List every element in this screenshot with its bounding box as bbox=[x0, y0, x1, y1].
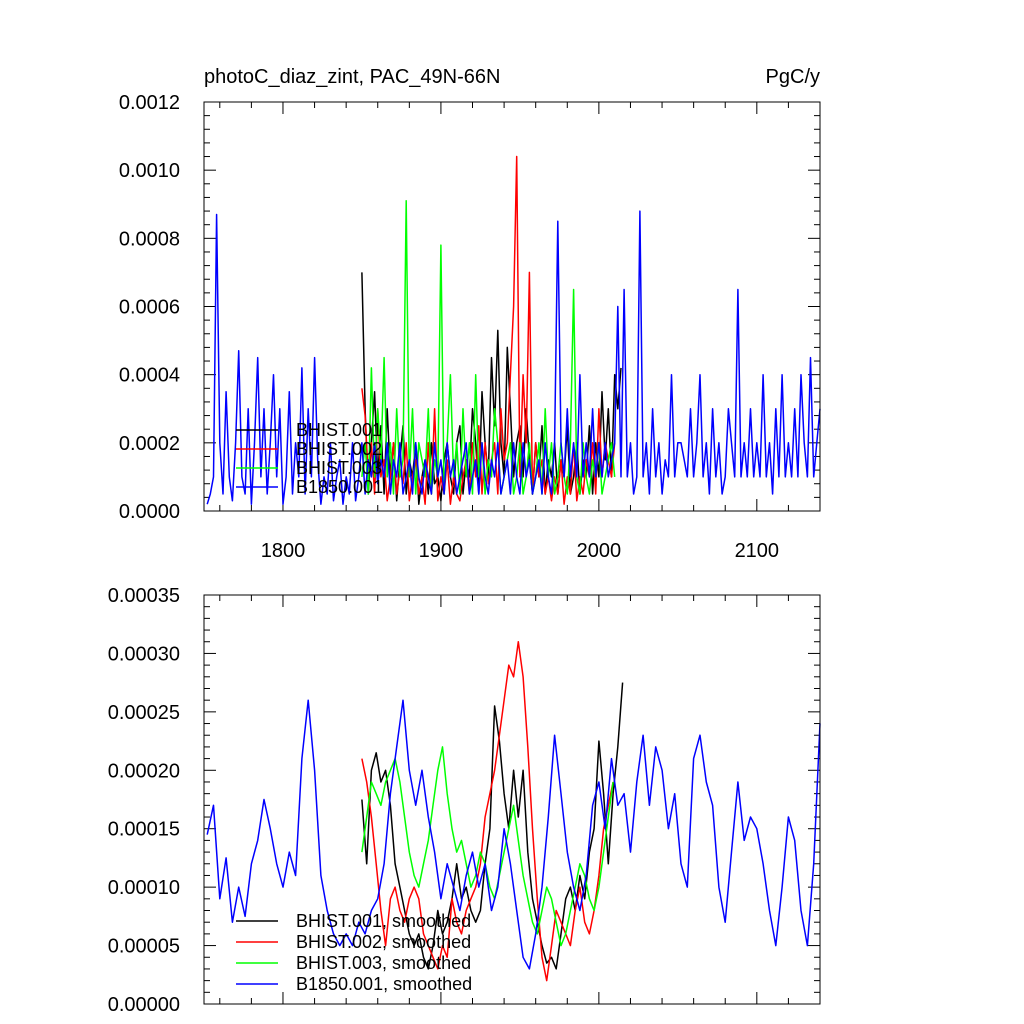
y-tick-label: 0.0000 bbox=[118, 501, 180, 523]
y-tick-label: 0.00000 bbox=[107, 994, 180, 1016]
y-tick-label: 0.0004 bbox=[118, 364, 180, 387]
y-tick-label: 0.0010 bbox=[118, 160, 180, 183]
legend-label: BHIST.001, smoothed bbox=[296, 911, 472, 931]
x-tick-label: 1800 bbox=[260, 540, 306, 562]
y-tick-label: 0.00025 bbox=[107, 701, 180, 724]
legend-label: BHIST.003 bbox=[296, 458, 383, 478]
legend-label: B1850.001 bbox=[296, 477, 384, 497]
x-tick-label: 2100 bbox=[734, 540, 780, 562]
y-tick-label: 0.00020 bbox=[107, 760, 180, 783]
y-tick-label: 0.0008 bbox=[118, 228, 180, 251]
bottom-panel bbox=[108, 585, 820, 1016]
x-tick-label: 1900 bbox=[418, 540, 464, 562]
y-tick-label: 0.0002 bbox=[118, 432, 180, 455]
y-tick-label: 0.00030 bbox=[107, 643, 180, 666]
x-tick-label: 2000 bbox=[576, 540, 622, 562]
chart-units: PgC/y bbox=[765, 66, 820, 88]
y-tick-label: 0.00005 bbox=[107, 935, 180, 958]
y-tick-label: 0.00010 bbox=[107, 877, 180, 900]
legend-label: BHIST.003, smoothed bbox=[296, 953, 472, 973]
y-tick-label: 0.00015 bbox=[107, 818, 180, 841]
top-legend bbox=[236, 420, 383, 497]
legend-label: B1850.001, smoothed bbox=[296, 974, 473, 994]
y-tick-label: 0.0006 bbox=[118, 296, 180, 319]
bottom-legend bbox=[236, 911, 472, 994]
chart-title: photoC_diaz_zint, PAC_49N-66N bbox=[204, 66, 501, 88]
top-panel bbox=[119, 66, 820, 562]
y-tick-label: 0.00035 bbox=[107, 585, 180, 607]
y-tick-label: 0.0012 bbox=[118, 92, 180, 114]
legend-label: BHIST.001 bbox=[296, 420, 383, 440]
legend-label: BHIST.002 bbox=[296, 439, 383, 459]
legend-label: BHIST.002, smoothed bbox=[296, 932, 472, 952]
